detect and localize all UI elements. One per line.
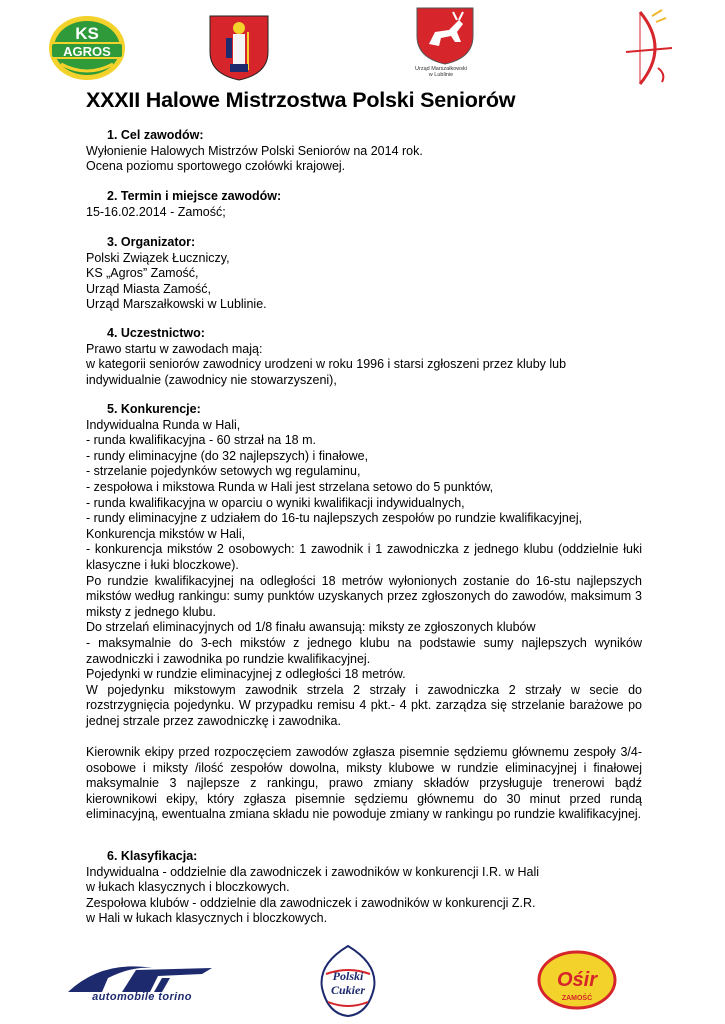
section-heading: 6. Klasyfikacja: (107, 849, 198, 863)
text-line: w kategorii seniorów zawodnicy urodzeni w roku 1996 i starsi zgłoszeni przez kluby lub (86, 357, 567, 372)
spacer (86, 729, 642, 745)
text-line: - runda kwalifikacyjna - 60 strzał na 18 m. (86, 433, 316, 448)
ks-text: KS (75, 24, 99, 43)
section-cel (86, 128, 642, 175)
text-line: Konkurencja mikstów w Hali, (86, 526, 246, 541)
agros-text: AGROS (63, 44, 111, 59)
ks-agros-logo (47, 12, 127, 82)
text-line: Do strzelań eliminacyjnych od 1/8 finału awansują: miksty ze zgłoszonych klubów (86, 620, 536, 635)
paragraph: Po rundzie kwalifikacyjnej na odległości 18 metrów wyłonionych zostanie do 16-stu najlepszych mikstów według rankingu: sumy punktów uzyskanych przez zgłoszonych do zawodów, maksimum 3 miksty z jednego klubu. (86, 573, 642, 619)
section-konkurencje (86, 402, 642, 823)
section-heading: 1. Cel zawodów: (107, 128, 204, 142)
section-heading: 5. Konkurencje: (107, 402, 201, 416)
text-line: - zespołowa i mikstowa Runda w Hali jest strzelana setowo do 5 punktów, (86, 479, 494, 494)
section-heading: 2. Termin i miejsce zawodów: (107, 189, 282, 203)
urzad-label-line1: Urząd Marszałkowski (415, 66, 467, 72)
osir-zamosc-logo (537, 950, 617, 1010)
section-termin (86, 189, 642, 220)
text-line: Ocena poziomu sportowego czołówki krajowej. (86, 159, 346, 174)
text-line: w łukach klasycznych i bloczkowych. (86, 880, 290, 895)
text-line: - runda kwalifikacyjna w oparciu o wyniki kwalifikacji indywidualnych, (86, 495, 465, 510)
osir-text: Ośir (556, 969, 598, 991)
section-klasyfikacja (86, 849, 642, 927)
text-line: Urząd Marszałkowski w Lublinie. (86, 297, 267, 312)
text-line: - rundy eliminacyjne (do 32 najlepszych) i finałowe, (86, 448, 369, 463)
page-title: XXXII Halowe Mistrzostwa Polski Seniorów (86, 88, 516, 112)
text-line: Indywidualna - oddzielnie dla zawodniczek i zawodników w konkurencji I.R. w Hali (86, 864, 539, 879)
archery-logo (622, 8, 678, 88)
text-line: Prawo startu w zawodach mają: (86, 341, 263, 356)
text-line: - rundy eliminacyjne z udziałem do 16-tu najlepszych zespołów po rundzie kwalifikacyjnej, (86, 511, 583, 526)
polski-cukier-logo (316, 944, 380, 1018)
section-uczestnictwo (86, 326, 642, 388)
section-heading: 3. Organizator: (107, 235, 196, 249)
text-line: 15-16.02.2014 - Zamość; (86, 204, 226, 219)
osir-zamosc-text: ZAMOŚĆ (561, 995, 593, 1002)
paragraph: W pojedynku mikstowym zawodnik strzela 2 strzały i zawodniczka 2 strzały w secie do rozstrzygnięcia pojedynku. W przypadku remisu 4 pkt.- 4 pkt. zarządza się strzelanie barażowe po jednej strzale przez zawodniczkę i zawodnika. (86, 682, 642, 728)
text-line: w Hali w łukach klasycznych i bloczkowych. (86, 911, 328, 926)
text-line: Pojedynki w rundzie eliminacyjnej z odległości 18 metrów. (86, 667, 406, 682)
lubelskie-coat-of-arms (405, 6, 485, 92)
automobile-torino-text: automobile torino (92, 991, 192, 1003)
text-line: Zespołowa klubów - oddzielnie dla zawodniczek i zawodników w konkurencji Z.R. (86, 895, 536, 910)
text-line: Indywidualna Runda w Hali, (86, 417, 241, 432)
paragraph: - maksymalnie do 3-ech mikstów z jednego klubu na podstawie sumy najlepszych wyników zawodniczki i zawodnika po rundzie kwalifikacyjnej. (86, 635, 642, 666)
cukier-text: Cukier (330, 983, 366, 997)
automobile-torino-logo (62, 958, 222, 1008)
urzad-label-line2: w Lublinie (428, 72, 454, 78)
polski-text: Polski (332, 969, 364, 983)
zamosc-coat-of-arms (208, 14, 270, 82)
section-organizator (86, 235, 642, 313)
text-line: KS „Agros” Zamość, (86, 266, 199, 281)
text-line: Urząd Miasta Zamość, (86, 281, 212, 296)
paragraph: - konkurencja mikstów 2 osobowych: 1 zawodnik i 1 zawodniczka z jednego klubu (oddzielnie łuki klasyczne i łuki bloczkowe). (86, 542, 642, 572)
text-line: Polski Związek Łuczniczy, (86, 250, 230, 265)
paragraph: Kierownik ekipy przed rozpoczęciem zawodów zgłasza pisemnie sędziemu głównemu zespoły 3/4-osobowe i miksty /ilość zespołów dowolna, miksty klubowe w rundzie eliminacyjnej i finałowej maksymalnie 3 najlepsze z rankingu, prawo zmiany składów przysługuje trenerowi bądź kierownikowi ekipy, który zgłasza pisemnie sędziemu głównemu do 30 minut przed rundą eliminacyjną, ewentualna zmiana składu nie powoduje zmiany w rankingu po rundzie kwalifikacyjnej. (86, 745, 642, 822)
section-heading: 4. Uczestnictwo: (107, 326, 205, 340)
text-line: Wyłonienie Halowych Mistrzów Polski Seniorów na 2014 rok. (86, 143, 423, 158)
text-line: - strzelanie pojedynków setowych wg regulaminu, (86, 464, 361, 479)
text-line: indywidualnie (zawodnicy nie stowarzyszeni), (86, 372, 337, 387)
